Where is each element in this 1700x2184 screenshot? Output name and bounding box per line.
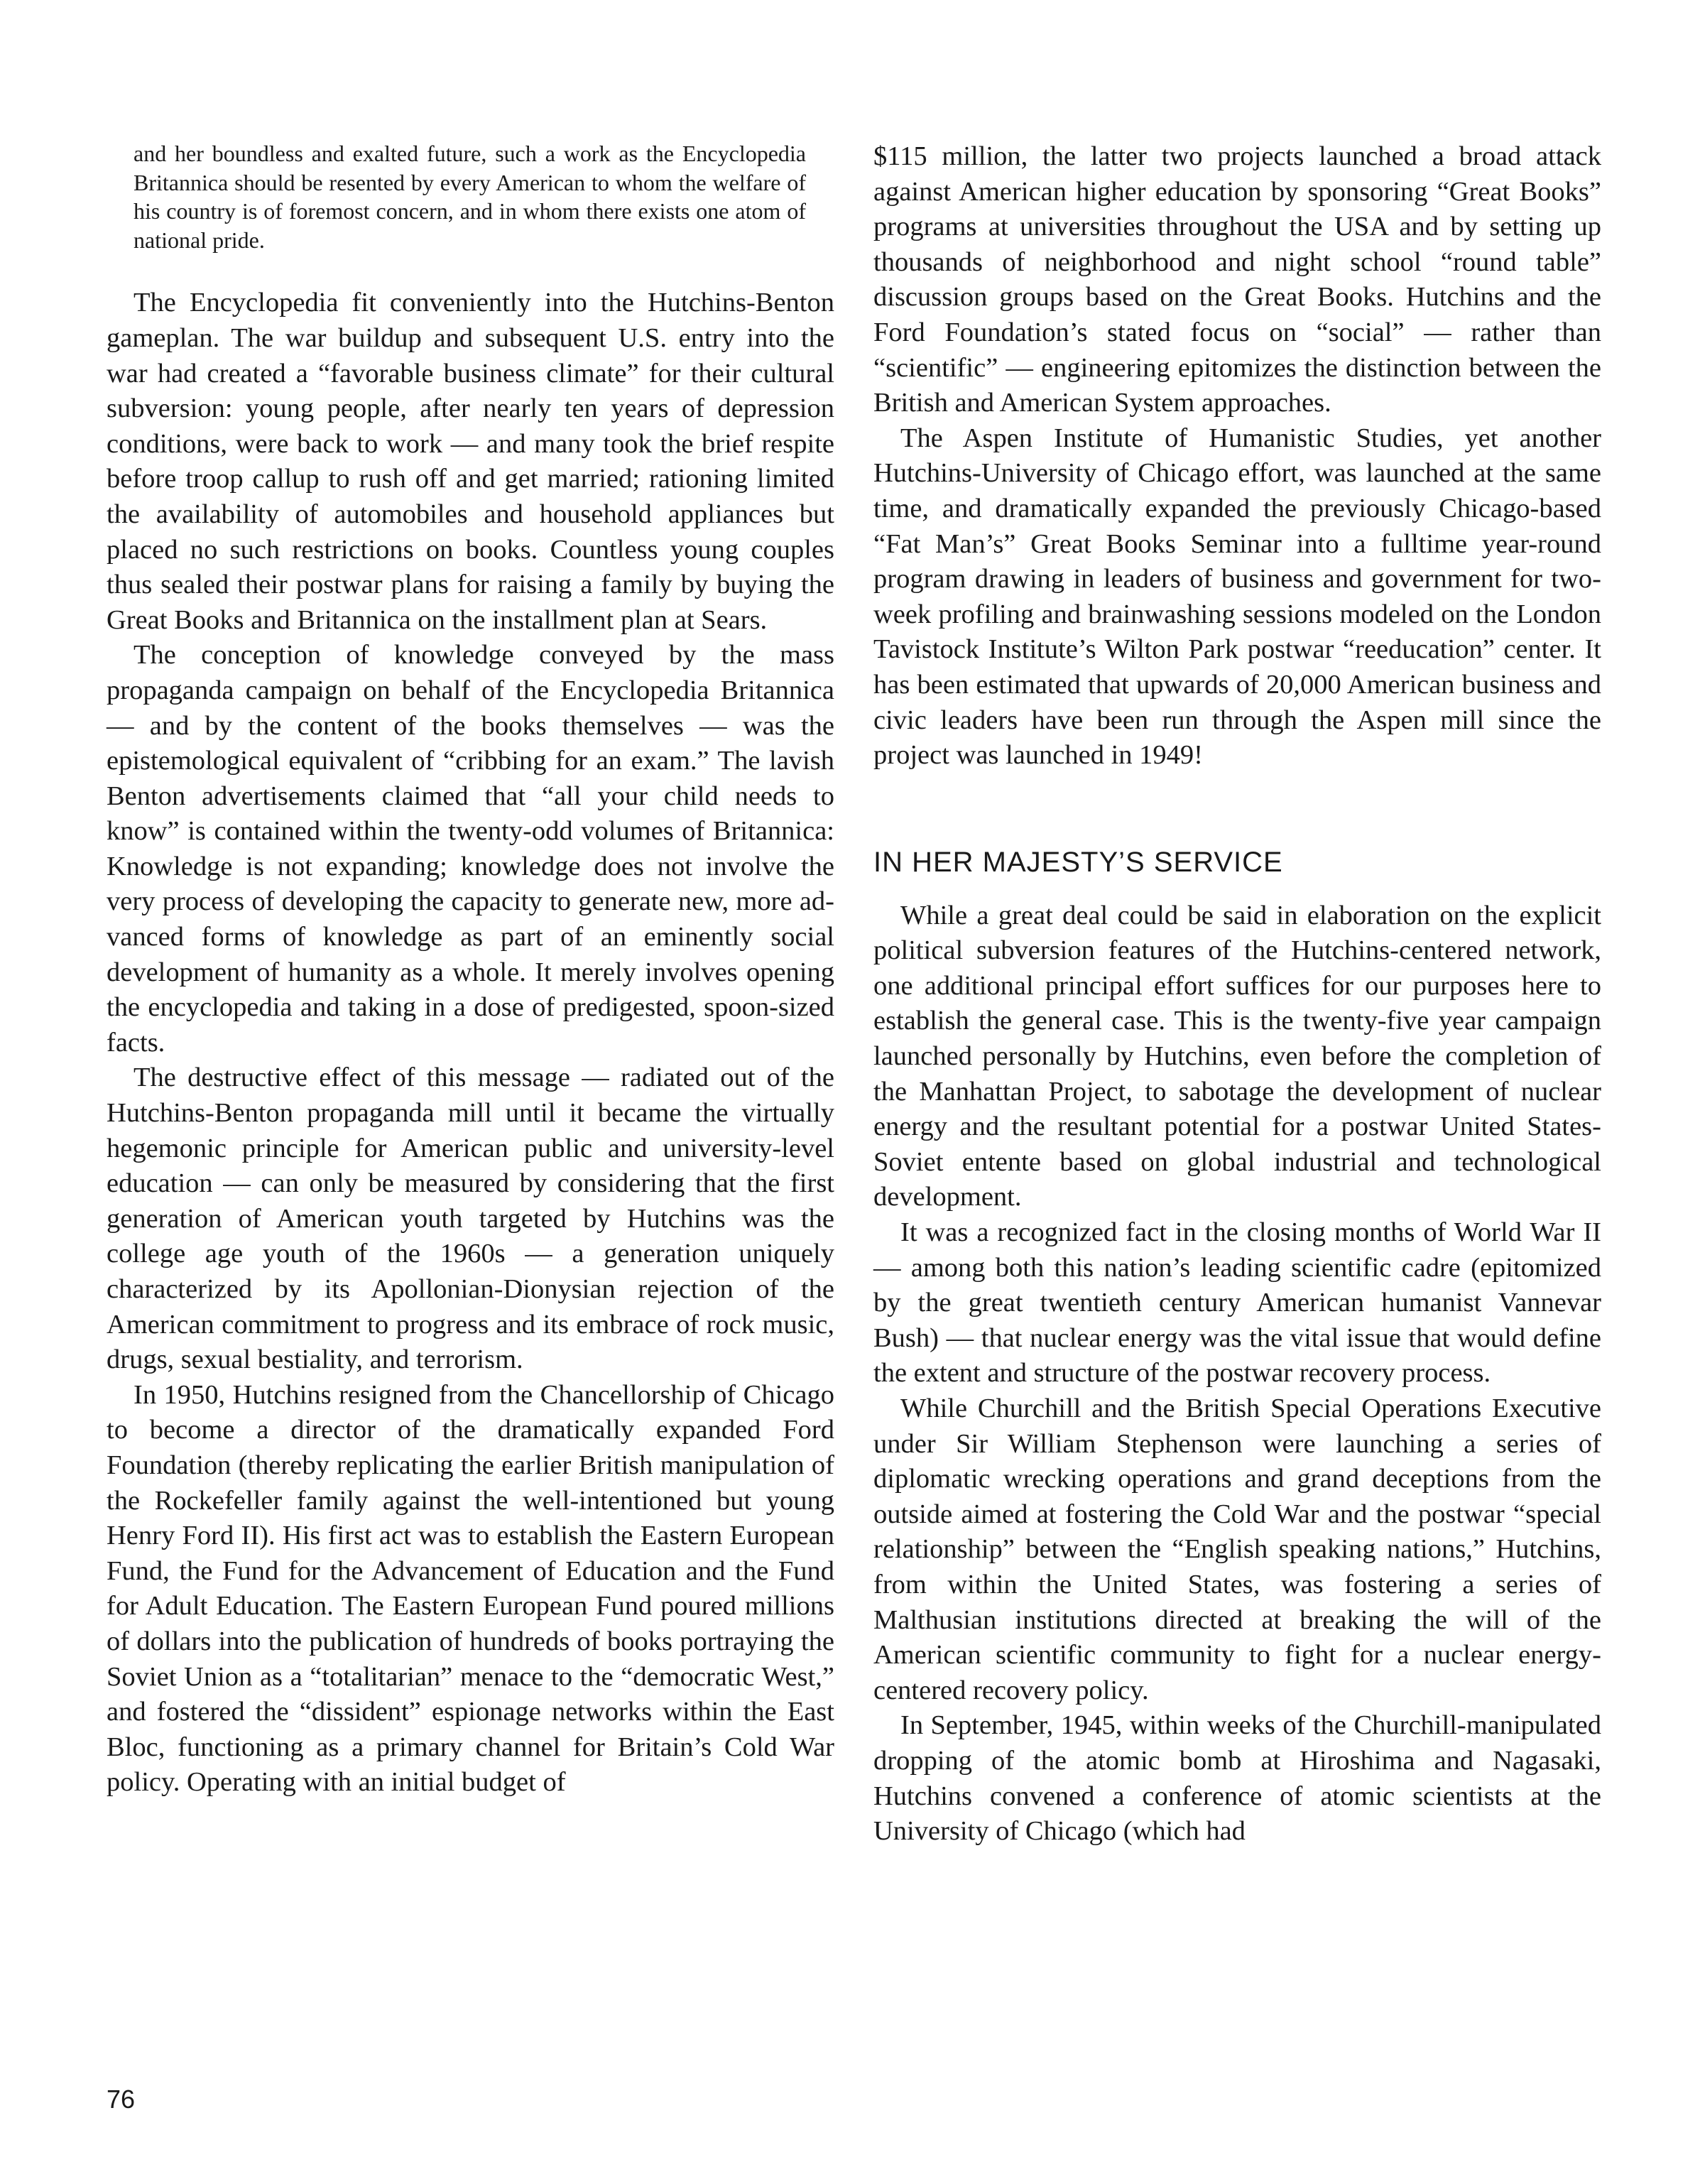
paragraph: It was a recognized fact in the closing months of World War II — among both this nation’s leading scientific cadre (epitomized by the great twentieth century American humanist Vannevar Bush) — that nuclear energy was the vital issue that would define the extent and structure of the postwar recovery process. [873, 1217, 1601, 1389]
right-column [873, 139, 1601, 1849]
paragraph: While Churchill and the British Special Operations Executive under Sir William Stephenson were launching a series of diplomatic wrecking operations and grand deceptions from the outside aimed at fostering the Cold War and the postwar “special relationship” between the “English speaking nations,” Hutchins, from within the United States, was fostering a series of Malthusian institutions directed at breaking the will of the American scientific community to fight for a nuclear energy-centered recovery policy. [873, 1393, 1601, 1705]
paragraph: In 1950, Hutchins resigned from the Chancellorship of Chicago to become a director of the dramatically expanded Ford Foundation (thereby replicating the earlier British manipulation of the Rockefeller family against the well-intentioned but young Henry Ford II). His first act was to establish the Eastern European Fund, the Fund for the Advancement of Education and the Fund for Adult Education. The Eastern European Fund poured millions of dollars into the publication of hundreds of books portraying the Soviet Union as a “totalitarian” menace to the “democratic West,” and fostered the “dissident” espionage networks within the East Bloc, functioning as a primary channel for Britain’s Cold War policy. Operating with an initial budget of [107, 1379, 834, 1798]
left-column [107, 139, 834, 1800]
page-number: 76 [107, 2085, 136, 2114]
paragraph: The conception of knowledge conveyed by the mass propaganda campaign on behalf of the Encyclopedia Britannica — and by the content of the books themselves — was the epistemological equivalent of “cribbing for an exam.” The lavish Benton advertisements claimed that “all your child needs to know” is contained within the twenty-odd volumes of Britannica: Knowledge is not expanding; knowledge does not involve the very process of developing the capacity to generate new, more advanced forms of knowledge as part of an eminently social development of humanity as a whole. It merely involves opening the encyclopedia and taking in a dose of predigested, spoon-sized facts. [107, 640, 834, 1058]
paragraph: In September, 1945, within weeks of the Churchill-manipulated dropping of the atomic bomb at Hiroshima and Nagasaki, Hutchins convened a conference of atomic scientists at the University of Chicago (which had [873, 1710, 1601, 1847]
paragraph: The Aspen Institute of Humanistic Studies, yet another Hutchins-University of Chicago effort, was launched at the same time, and dramatically expanded the previously Chicago-based “Fat Man’s” Great Books Seminar into a fulltime year-round program drawing in leaders of business and government for two-week profiling and brainwashing sessions modeled on the London Tavistock Institute’s Wilton Park postwar “reeducation” center. It has been estimated that upwards of 20,000 American business and civic leaders have been run through the Aspen mill since the project was launched in 1949! [873, 423, 1601, 771]
paragraph: The destructive effect of this message — radiated out of the Hutchins-Benton propaganda mill until it became the virtually hegemonic principle for American public and university-level education — can only be measured by considering that the first generation of American youth targeted by Hutchins was the college age youth of the 1960s — a generation uniquely characterized by its Apollonian-Dionysian rejection of the American commitment to progress and its embrace of rock music, drugs, sexual bestiality, and terrorism. [107, 1063, 834, 1375]
paragraph: While a great deal could be said in elaboration on the explicit political subversion features of the Hutchins-centered network, one additional principal effort suffices for our purposes here to establish the general case. This is the twenty-five year campaign launched personally by Hutchins, even before the completion of the Manhattan Project, to sabotage the development of nuclear energy and the resultant potential for a postwar United States-Soviet entente based on global industrial and technological development. [873, 900, 1601, 1212]
paragraph: The Encyclopedia fit conveniently into the Hutchins-Benton gameplan. The war buildup and subsequent U.S. entry into the war had created a “favorable business climate” for their cultural subversion: young people, after nearly ten years of depression conditions, were back to work — and many took the brief respite before troop callup to rush off and get married; rationing limited the availability of automobiles and household appliances but placed no such restrictions on books. Countless young couples thus sealed their postwar plans for raising a family by buying the Great Books and Britannica on the installment plan at Sears. [107, 288, 834, 635]
section-heading: IN HER MAJESTY’S SERVICE [873, 846, 1283, 878]
block-quote: and her boundless and exalted future, such a work as the Encyclopedia Britannica should be resented by every American to whom the welfare of his country is of foremost concern, and in whom there exists one atom of national pride. [134, 141, 806, 253]
paragraph: $115 million, the latter two projects launched a broad attack against American higher education by sponsoring “Great Books” programs at universities throughout the USA and by setting up thousands of neighborhood and night school “round table” discussion groups based on the Great Books. Hutchins and the Ford Foundation’s stated focus on “social” — rather than “scientific” — engineering epitomizes the distinction between the British and American System approaches. [873, 141, 1601, 418]
